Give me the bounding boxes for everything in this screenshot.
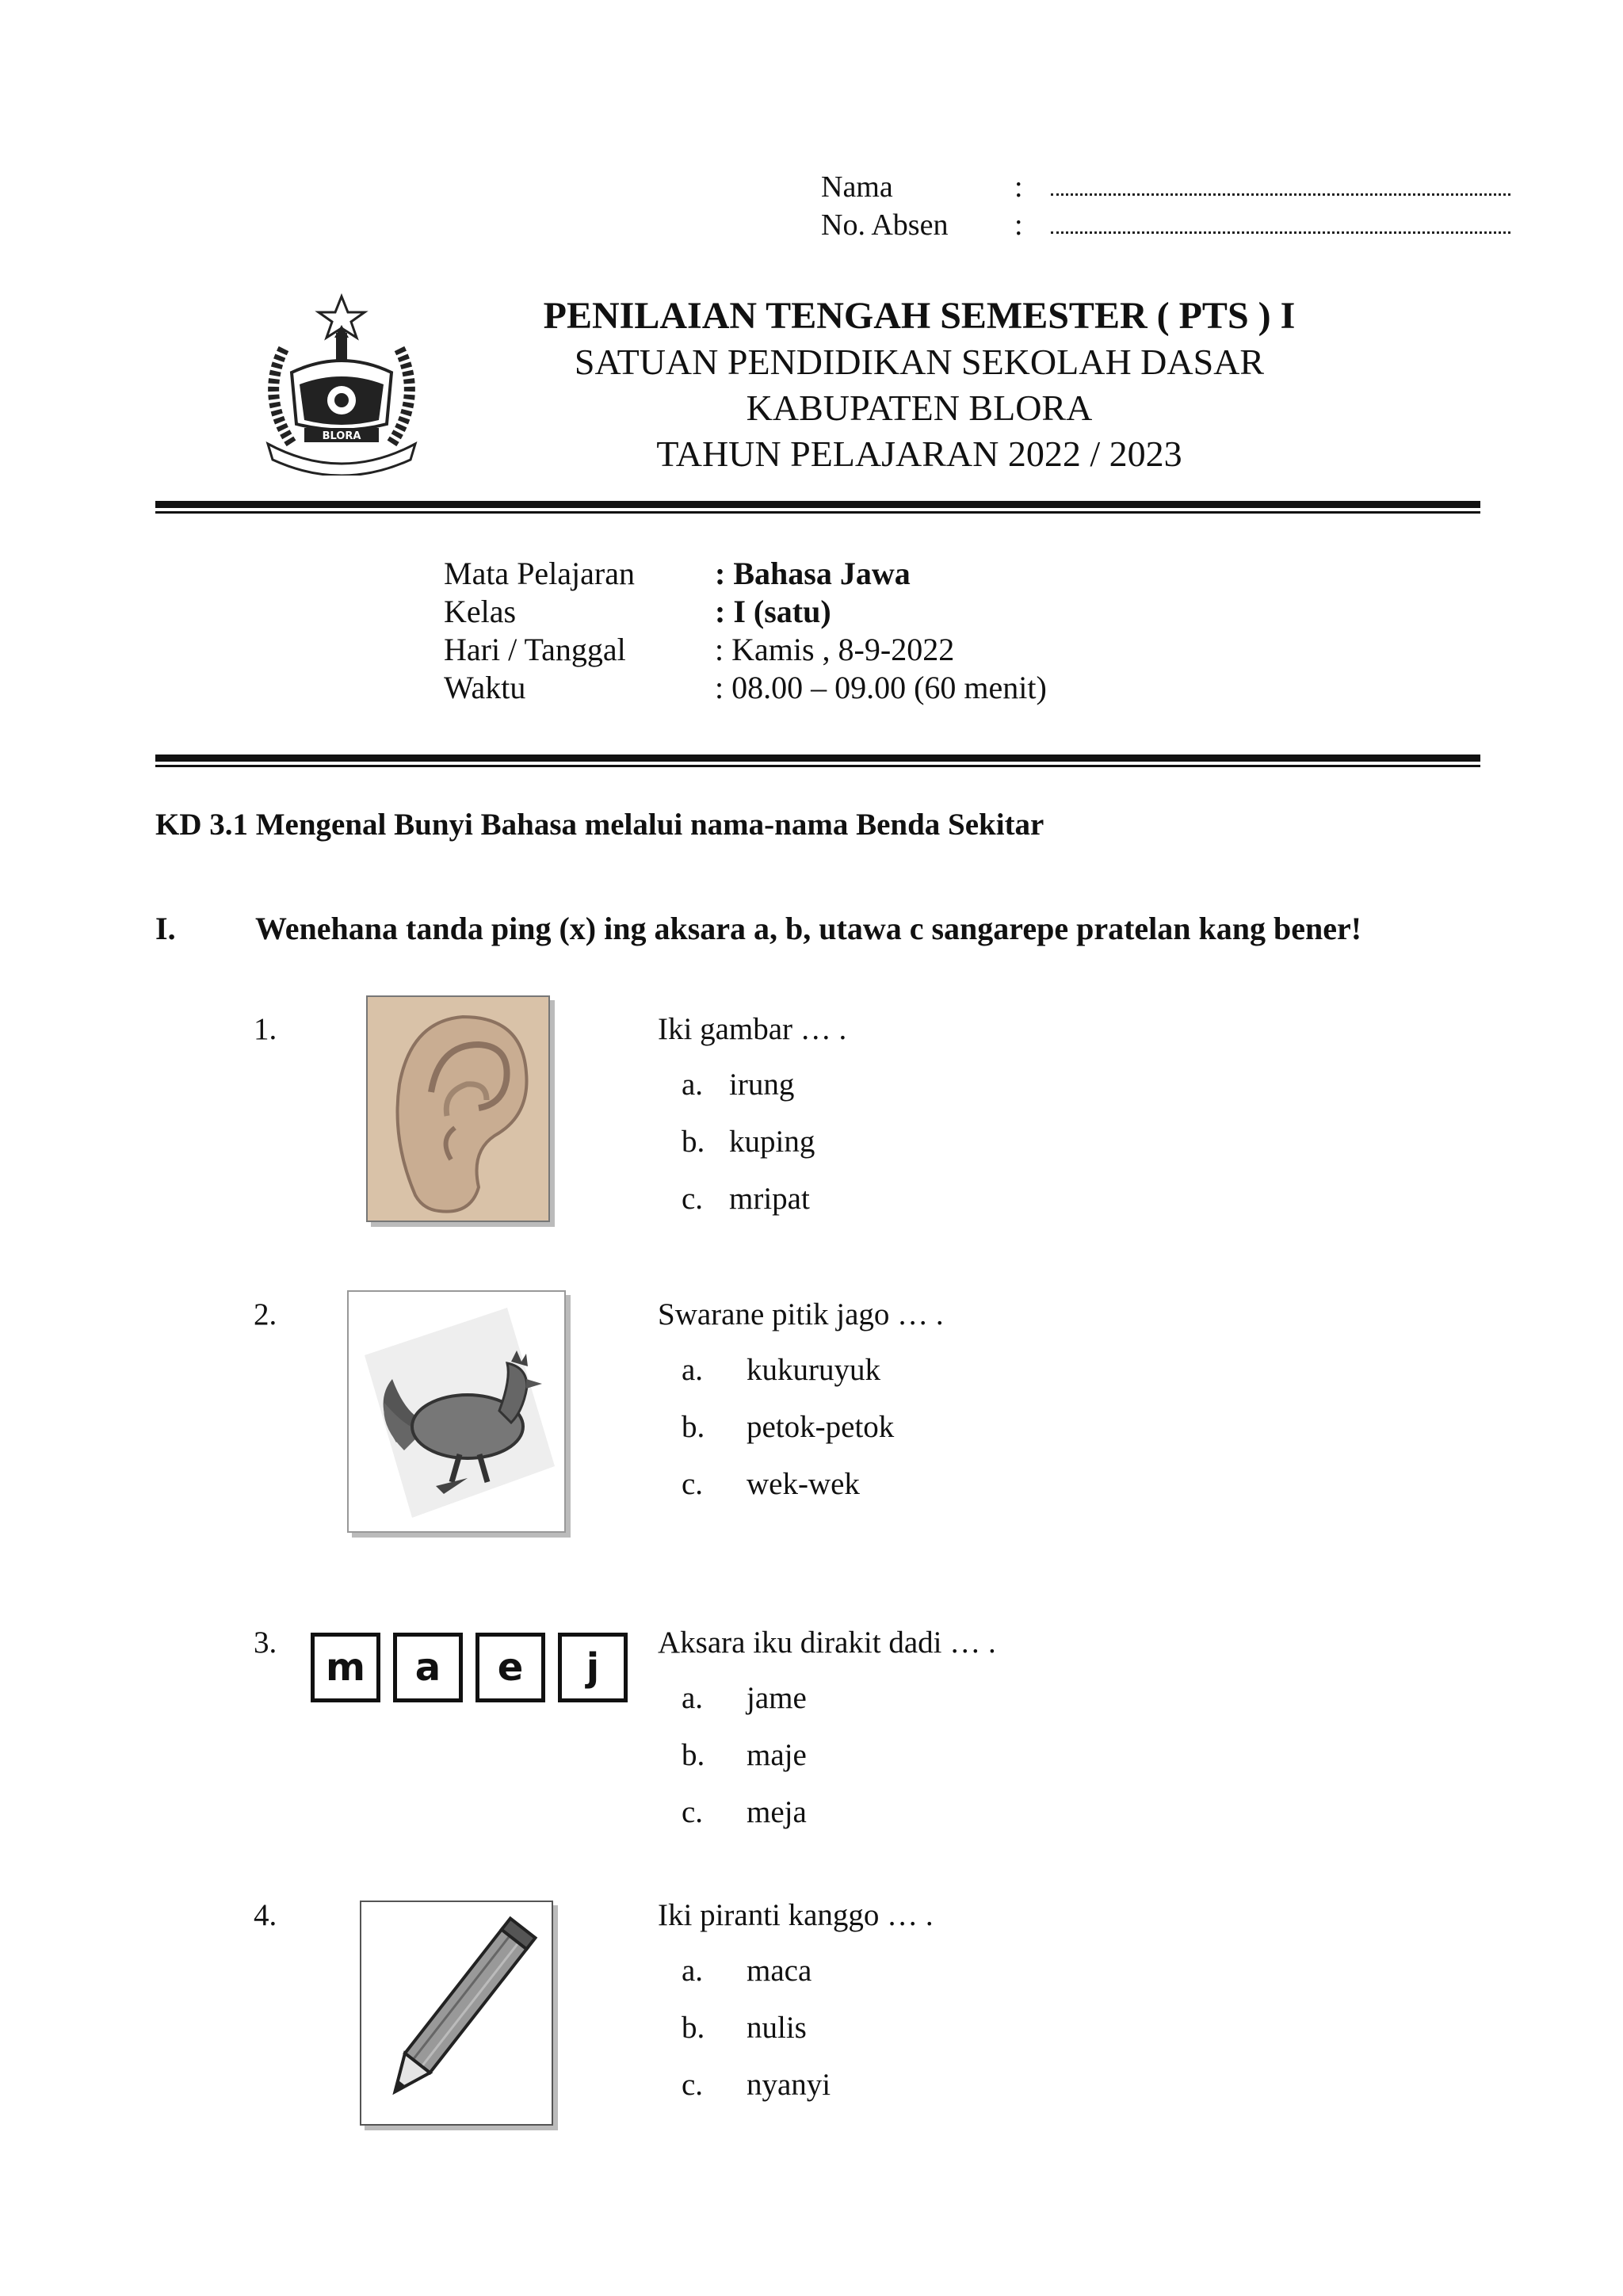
- question-text: Swarane pitik jago … .: [658, 1297, 944, 1331]
- question-number: 4.: [254, 1898, 277, 1932]
- option-b[interactable]: [682, 1409, 894, 1445]
- name-row: [821, 170, 1510, 204]
- letter-tile: e: [475, 1633, 545, 1702]
- letter-tile: j: [558, 1633, 628, 1702]
- logo-text: BLORA: [322, 430, 361, 442]
- option-text: jame: [747, 1681, 807, 1715]
- option-text: maje: [747, 1738, 807, 1772]
- option-letter: a.: [682, 1068, 704, 1102]
- info-row-subject: [444, 555, 1047, 593]
- info-value: : Bahasa Jawa: [715, 556, 911, 591]
- competency-heading: KD 3.1 Mengenal Bunyi Bahasa melalui nama-nama Benda Sekitar: [155, 808, 1044, 842]
- option-letter: a.: [682, 1353, 704, 1387]
- option-letter: c.: [682, 1795, 704, 1829]
- info-row-class: [444, 593, 1047, 631]
- option-letter: b.: [682, 1738, 705, 1772]
- option-text: wek-wek: [747, 1467, 860, 1501]
- info-divider: [155, 755, 1480, 767]
- question-number: 1.: [254, 1012, 277, 1046]
- header-divider: [155, 501, 1480, 514]
- option-letter: b.: [682, 2011, 705, 2045]
- question-number: 3.: [254, 1626, 277, 1660]
- section-number: I.: [155, 911, 176, 946]
- letter-tile: a: [393, 1633, 463, 1702]
- absen-row: [821, 208, 1510, 243]
- absen-field[interactable]: [1051, 208, 1510, 234]
- info-key: Mata Pelajaran: [444, 556, 635, 591]
- option-a[interactable]: [682, 1352, 880, 1388]
- option-letter: c.: [682, 1467, 704, 1501]
- name-colon: :: [1014, 170, 1023, 204]
- regency-name: KABUPATEN BLORA: [746, 388, 1093, 428]
- option-b[interactable]: [682, 1124, 815, 1159]
- option-a[interactable]: [682, 1953, 812, 1988]
- option-text: petok-petok: [747, 1410, 895, 1444]
- info-value: : I (satu): [715, 594, 831, 629]
- school-level: SATUAN PENDIDIKAN SEKOLAH DASAR: [574, 342, 1265, 382]
- exam-title-block: [444, 293, 1395, 477]
- exam-title: PENILAIAN TENGAH SEMESTER ( PTS ) I: [543, 295, 1296, 337]
- option-letter: a.: [682, 1681, 704, 1715]
- option-text: maca: [747, 1954, 812, 1988]
- option-letter: c.: [682, 2068, 704, 2102]
- question-text: Iki gambar … .: [658, 1012, 847, 1046]
- option-text: kuping: [729, 1125, 815, 1159]
- ear-picture: [366, 995, 550, 1222]
- info-row-date: [444, 631, 1047, 669]
- info-row-time: [444, 669, 1047, 707]
- option-text: nulis: [747, 2011, 807, 2045]
- option-text: mripat: [729, 1182, 810, 1216]
- rooster-picture: [347, 1290, 566, 1533]
- option-a[interactable]: [682, 1680, 807, 1716]
- question-text: Aksara iku dirakit dadi … .: [658, 1626, 996, 1660]
- info-key: Hari / Tanggal: [444, 632, 626, 667]
- option-text: irung: [729, 1068, 795, 1102]
- option-c[interactable]: [682, 1466, 860, 1502]
- letter-tile: m: [311, 1633, 380, 1702]
- name-field[interactable]: [1051, 170, 1510, 196]
- info-key: Kelas: [444, 594, 517, 629]
- info-value: : 08.00 – 09.00 (60 menit): [715, 670, 1047, 705]
- option-a[interactable]: [682, 1067, 794, 1102]
- option-letter: b.: [682, 1125, 705, 1159]
- instruction-text: Wenehana tanda ping (x) ing aksara a, b, utawa c sangarepe pratelan kang bener!: [255, 911, 1362, 946]
- option-letter: a.: [682, 1954, 704, 1988]
- pencil-picture: [360, 1901, 553, 2126]
- regency-logo: [252, 293, 431, 476]
- section-instruction: [155, 910, 1361, 947]
- absen-colon: :: [1014, 208, 1023, 242]
- option-text: meja: [747, 1795, 807, 1829]
- option-c[interactable]: [682, 1794, 807, 1830]
- option-letter: c.: [682, 1182, 704, 1216]
- absen-label: No. Absen: [821, 208, 949, 242]
- question-text: Iki piranti kanggo … .: [658, 1898, 934, 1932]
- info-key: Waktu: [444, 670, 526, 705]
- option-letter: b.: [682, 1410, 705, 1444]
- option-b[interactable]: [682, 2010, 807, 2046]
- option-text: kukuruyuk: [747, 1353, 880, 1387]
- exam-info: [444, 555, 1047, 707]
- question-number: 2.: [254, 1297, 277, 1331]
- name-label: Nama: [821, 170, 893, 204]
- option-text: nyanyi: [747, 2068, 831, 2102]
- info-value: : Kamis , 8-9-2022: [715, 632, 955, 667]
- option-b[interactable]: [682, 1737, 807, 1773]
- option-c[interactable]: [682, 1181, 810, 1217]
- option-c[interactable]: [682, 2067, 831, 2103]
- academic-year: TAHUN PELAJARAN 2022 / 2023: [656, 434, 1182, 474]
